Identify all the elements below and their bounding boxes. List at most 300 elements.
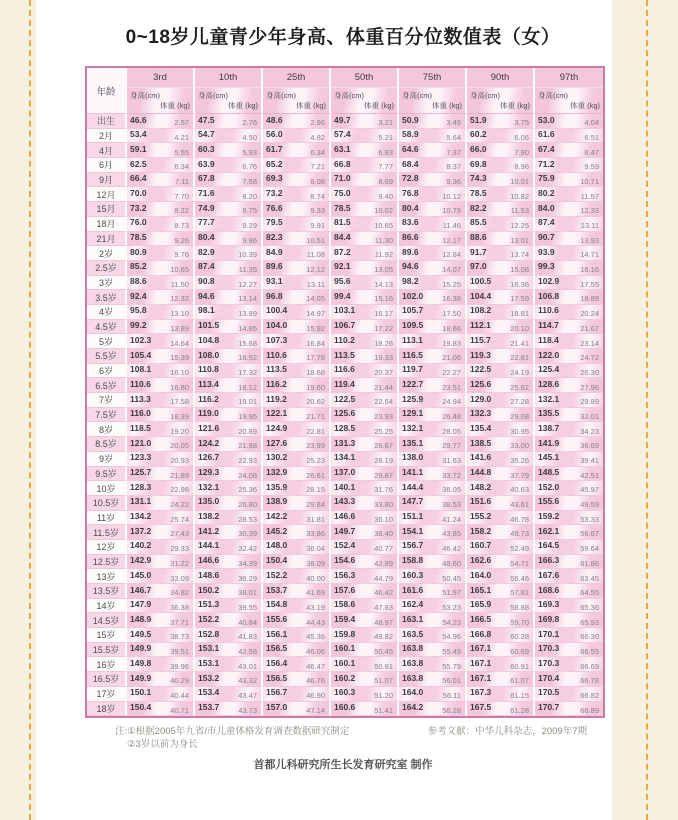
height-value: 102.0 (402, 290, 424, 301)
height-value: 89.6 (402, 246, 419, 257)
height-value: 76.0 (130, 217, 147, 228)
age-cell: 9.5岁 (87, 467, 127, 482)
height-value: 86.6 (402, 232, 419, 242)
value-cell (331, 187, 399, 202)
value-cell (399, 569, 467, 584)
weight-value: 4.21 (174, 132, 189, 142)
table-row (87, 437, 603, 452)
table-row (87, 232, 603, 247)
weight-value: 24.08 (238, 470, 257, 480)
value-cell (195, 334, 263, 349)
age-column-header: 年龄 (87, 68, 127, 114)
height-value: 170.1 (538, 628, 560, 639)
height-value: 153.7 (198, 702, 220, 712)
value-cell (535, 437, 603, 452)
table-row (87, 290, 603, 305)
weight-value: 25.74 (170, 514, 189, 524)
value-cell (399, 408, 467, 423)
value-cell (127, 467, 195, 482)
table-row (87, 628, 603, 643)
weight-value: 13.01 (510, 235, 529, 245)
value-cell (467, 452, 535, 467)
weight-value: 9.26 (174, 235, 189, 245)
value-cell (467, 378, 535, 393)
height-value: 163.8 (402, 657, 424, 668)
weight-value: 3.75 (514, 118, 529, 128)
height-value: 169.3 (538, 599, 560, 610)
height-value: 132.9 (266, 467, 288, 477)
weight-value: 38.53 (442, 500, 461, 510)
age-cell: 18岁 (87, 702, 127, 717)
height-value: 140.1 (334, 481, 356, 492)
height-value: 150.2 (198, 584, 220, 595)
height-value: 97.0 (470, 261, 487, 272)
weight-value: 2.57 (174, 118, 189, 128)
value-cell (467, 334, 535, 349)
weight-value: 20.89 (238, 426, 257, 436)
value-cell (399, 702, 467, 717)
height-value: 159.4 (334, 613, 356, 624)
height-value: 165.1 (470, 584, 492, 595)
weight-value: 6.06 (514, 132, 529, 142)
value-cell (263, 232, 331, 247)
weight-value: 38.01 (238, 588, 257, 598)
weight-value: 14.97 (306, 309, 325, 319)
height-value: 154.1 (402, 525, 424, 536)
value-cell (195, 261, 263, 276)
height-value: 95.6 (334, 276, 351, 287)
weight-value: 18.66 (442, 323, 461, 333)
growth-percentile-table (85, 66, 605, 718)
value-cell (195, 378, 263, 393)
weight-value: 2.76 (242, 118, 257, 128)
height-value: 69.8 (470, 158, 487, 169)
weight-value: 33.80 (374, 500, 393, 510)
percentile-header-90th: 90th (467, 68, 535, 88)
weight-value: 16.10 (170, 367, 189, 377)
weight-value: 54.96 (442, 632, 461, 642)
value-cell (263, 422, 331, 437)
footer-notes (85, 725, 601, 772)
measure-subheader (399, 88, 467, 114)
value-cell (399, 187, 467, 202)
value-cell (399, 334, 467, 349)
weight-value: 14.64 (170, 338, 189, 348)
value-cell (399, 378, 467, 393)
age-cell: 16岁 (87, 657, 127, 672)
weight-value: 48.60 (442, 558, 461, 568)
height-value: 169.8 (538, 613, 560, 624)
table-row (87, 702, 603, 717)
value-cell (195, 320, 263, 335)
weight-value: 21.06 (442, 353, 461, 363)
height-value: 156.7 (402, 540, 424, 551)
weight-value: 10.71 (580, 176, 599, 186)
value-cell (331, 173, 399, 188)
value-cell (399, 613, 467, 628)
value-cell (467, 584, 535, 599)
weight-value: 39.96 (170, 661, 189, 671)
value-cell (127, 628, 195, 643)
value-cell (195, 364, 263, 379)
value-cell (399, 143, 467, 158)
height-value: 113.3 (130, 393, 151, 404)
height-value: 96.8 (266, 290, 283, 301)
table-row (87, 378, 603, 393)
height-value: 163.8 (402, 672, 424, 683)
height-value: 67.4 (538, 143, 555, 154)
height-value: 170.3 (538, 657, 560, 668)
value-cell (263, 657, 331, 672)
value-cell (263, 290, 331, 305)
weight-value: 25.36 (238, 485, 257, 495)
weight-value: 56.11 (442, 691, 461, 700)
value-cell (535, 378, 603, 393)
value-cell (467, 702, 535, 717)
value-cell (399, 217, 467, 232)
value-cell (127, 129, 195, 144)
height-value: 128.5 (334, 422, 356, 433)
height-value: 160.1 (334, 643, 356, 654)
height-value: 110.6 (266, 349, 287, 360)
height-value: 158.6 (334, 599, 356, 610)
weight-value: 24.22 (170, 500, 189, 510)
value-cell (535, 334, 603, 349)
weight-value: 49.73 (510, 529, 529, 539)
weight-value: 19.95 (238, 411, 257, 421)
height-value: 109.5 (402, 320, 424, 331)
height-value: 88.6 (130, 276, 147, 287)
weight-value: 6.34 (310, 147, 325, 157)
height-value: 154.8 (266, 599, 288, 610)
height-value: 164.5 (538, 540, 560, 551)
value-cell (195, 584, 263, 599)
weight-value: 20.24 (580, 309, 599, 319)
weight-value: 6.51 (584, 132, 599, 142)
weight-value: 21.88 (238, 441, 257, 451)
weight-value: 9.33 (310, 206, 325, 216)
height-value: 156.7 (266, 687, 288, 698)
weight-value: 17.22 (374, 323, 393, 333)
height-value: 105.4 (130, 349, 152, 360)
weight-value: 10.51 (306, 235, 325, 245)
table-row (87, 305, 603, 320)
value-cell (127, 555, 195, 570)
height-value: 126.7 (198, 452, 220, 463)
height-value: 125.6 (334, 408, 356, 419)
height-value: 112.1 (470, 320, 491, 331)
weight-value: 36.38 (170, 602, 189, 612)
value-cell (195, 143, 263, 158)
percentile-header-50th: 50th (331, 68, 399, 88)
value-cell (399, 628, 467, 643)
weight-value: 19.01 (238, 397, 257, 407)
weight-value: 37.79 (510, 470, 529, 480)
height-value: 110.6 (130, 378, 151, 389)
value-cell (467, 158, 535, 173)
weight-value: 19.33 (374, 353, 393, 363)
height-value: 146.6 (334, 511, 356, 522)
value-cell (263, 613, 331, 628)
weight-value: 46.47 (306, 661, 325, 671)
value-cell (195, 276, 263, 291)
height-value: 78.5 (470, 187, 487, 198)
height-label: 身高(cm) (198, 91, 228, 100)
height-value: 61.7 (266, 143, 283, 154)
height-value: 170.7 (538, 702, 560, 712)
value-cell (535, 232, 603, 247)
value-cell (467, 555, 535, 570)
value-cell (535, 657, 603, 672)
age-cell: 10.5岁 (87, 496, 127, 511)
value-cell (535, 202, 603, 217)
value-cell (535, 540, 603, 555)
height-value: 131.3 (334, 437, 356, 448)
height-value: 98.2 (402, 276, 419, 287)
weight-value: 15.08 (510, 265, 529, 275)
height-value: 160.2 (334, 672, 356, 683)
value-cell (535, 452, 603, 467)
value-cell (399, 496, 467, 511)
value-cell (331, 599, 399, 614)
weight-value: 18.12 (238, 382, 257, 392)
weight-value: 24.19 (510, 367, 529, 377)
height-value: 119.2 (266, 393, 287, 404)
weight-value: 14.13 (374, 279, 393, 289)
height-value: 107.3 (266, 334, 288, 345)
height-value: 71.6 (198, 187, 215, 198)
weight-value: 6.83 (378, 147, 393, 157)
weight-value: 42.51 (580, 470, 599, 480)
height-value: 68.4 (402, 158, 419, 169)
weight-value: 15.92 (306, 323, 325, 333)
weight-value: 16.52 (238, 353, 257, 363)
age-cell: 9岁 (87, 452, 127, 467)
value-cell (195, 481, 263, 496)
weight-value: 28.05 (442, 426, 461, 436)
weight-value: 16.84 (306, 338, 325, 348)
value-cell (263, 452, 331, 467)
height-value: 116.5 (402, 349, 423, 360)
weight-value: 36.69 (580, 441, 599, 451)
value-cell (127, 158, 195, 173)
weight-value: 5.64 (446, 132, 461, 142)
table-row (87, 261, 603, 276)
weight-value: 10.65 (170, 265, 189, 275)
weight-value: 57.81 (510, 588, 529, 598)
value-cell (399, 467, 467, 482)
value-cell (263, 276, 331, 291)
weight-value: 28.15 (306, 485, 325, 495)
weight-value: 20.05 (170, 441, 189, 451)
weight-value: 23.51 (442, 382, 461, 392)
height-value: 116.2 (198, 393, 219, 404)
decorative-dashed-line-left (29, 0, 31, 820)
weight-value: 29.89 (580, 397, 599, 407)
height-value: 87.4 (198, 261, 215, 272)
value-cell (263, 628, 331, 643)
table-row (87, 408, 603, 423)
value-cell (331, 437, 399, 452)
weight-value: 40.77 (374, 544, 393, 554)
table-row (87, 540, 603, 555)
value-cell (127, 672, 195, 687)
height-value: 87.4 (538, 217, 555, 228)
table-row (87, 555, 603, 570)
height-value: 119.4 (334, 378, 355, 389)
value-cell (399, 540, 467, 555)
weight-value: 47.83 (374, 602, 393, 612)
value-cell (195, 246, 263, 261)
height-value: 47.5 (198, 114, 215, 125)
weight-value: 16.36 (510, 279, 529, 289)
height-value: 93.9 (538, 246, 555, 257)
weight-value: 40.71 (170, 705, 189, 715)
value-cell (535, 628, 603, 643)
value-cell (535, 276, 603, 291)
weight-value: 40.29 (170, 676, 189, 686)
height-value: 113.5 (334, 349, 355, 360)
value-cell (331, 378, 399, 393)
weight-value: 29.87 (374, 470, 393, 480)
height-value: 155.6 (266, 613, 288, 624)
weight-value: 26.61 (306, 470, 325, 480)
value-cell (263, 349, 331, 364)
height-label: 身高(cm) (266, 91, 296, 100)
weight-value: 15.16 (374, 294, 393, 304)
weight-value: 40.00 (306, 573, 325, 583)
height-value: 138.9 (266, 496, 288, 507)
value-cell (331, 525, 399, 540)
weight-value: 11.57 (580, 191, 599, 201)
value-cell (263, 114, 331, 129)
weight-value: 66.30 (580, 632, 599, 642)
weight-value: 29.33 (170, 544, 189, 554)
weight-value: 59.64 (580, 544, 599, 554)
weight-value: 46.76 (306, 676, 325, 686)
height-value: 135.9 (266, 481, 288, 492)
value-cell (127, 525, 195, 540)
value-cell (195, 555, 263, 570)
height-value: 92.4 (130, 290, 147, 301)
value-cell (467, 364, 535, 379)
weight-value: 31.81 (306, 514, 325, 524)
weight-value: 21.71 (306, 411, 325, 421)
weight-value: 56.28 (442, 705, 461, 715)
value-cell (467, 511, 535, 526)
value-cell (467, 349, 535, 364)
value-cell (535, 511, 603, 526)
table-row (87, 643, 603, 658)
height-value: 74.3 (470, 173, 487, 184)
height-value: 158.8 (402, 555, 424, 566)
value-cell (263, 511, 331, 526)
weight-value: 8.73 (174, 221, 189, 230)
weight-value: 61.15 (510, 691, 529, 700)
height-value: 113.4 (198, 378, 219, 389)
weight-value: 4.04 (584, 118, 599, 128)
height-value: 170.3 (538, 643, 560, 654)
height-value: 166.5 (470, 613, 492, 624)
value-cell (127, 496, 195, 511)
age-cell: 18月 (87, 217, 127, 232)
weight-label: 体重 (kg) (228, 101, 258, 110)
height-value: 73.2 (266, 187, 283, 198)
value-cell (399, 555, 467, 570)
height-value: 162.4 (402, 599, 424, 610)
weight-value: 66.78 (580, 676, 599, 686)
height-value: 122.5 (470, 364, 492, 375)
weight-value: 16.38 (442, 294, 461, 304)
height-value: 66.4 (130, 173, 147, 184)
table-row (87, 364, 603, 379)
height-value: 110.8 (198, 364, 219, 375)
value-cell (399, 525, 467, 540)
weight-value: 18.81 (510, 309, 529, 319)
value-cell (399, 261, 467, 276)
measure-subheader (535, 88, 603, 114)
weight-value: 3.21 (378, 118, 393, 128)
height-value: 90.8 (198, 276, 215, 287)
weight-value: 46.90 (306, 691, 325, 700)
table-row (87, 422, 603, 437)
value-cell (399, 452, 467, 467)
height-value: 122.0 (538, 349, 560, 360)
height-value: 162.6 (470, 555, 492, 566)
value-cell (263, 173, 331, 188)
value-cell (535, 349, 603, 364)
height-value: 108.1 (130, 364, 152, 375)
height-value: 164.0 (470, 569, 492, 580)
height-value: 80.2 (538, 187, 555, 198)
value-cell (467, 393, 535, 408)
weight-value: 32.42 (238, 544, 257, 554)
weight-value: 7.37 (446, 147, 461, 157)
age-cell: 6.5岁 (87, 378, 127, 393)
height-label: 身高(cm) (470, 91, 500, 100)
weight-value: 13.05 (374, 265, 393, 275)
weight-value: 60.28 (510, 632, 529, 642)
weight-value: 8.20 (242, 191, 257, 201)
height-value: 143.3 (334, 496, 356, 507)
value-cell (263, 158, 331, 173)
weight-value: 22.93 (238, 456, 257, 465)
weight-value: 42.89 (374, 558, 393, 568)
weight-value: 43.47 (238, 691, 257, 700)
weight-value: 9.36 (446, 176, 461, 186)
height-value: 114.7 (538, 320, 559, 331)
value-cell (195, 217, 263, 232)
value-cell (467, 202, 535, 217)
value-cell (535, 422, 603, 437)
value-cell (195, 129, 263, 144)
value-cell (399, 173, 467, 188)
age-cell: 15.5岁 (87, 643, 127, 658)
value-cell (399, 511, 467, 526)
weight-value: 13.11 (580, 221, 599, 230)
height-value: 73.2 (130, 202, 147, 213)
height-value: 78.5 (334, 202, 351, 213)
value-cell (399, 320, 467, 335)
weight-value: 43.73 (238, 705, 257, 715)
value-cell (467, 643, 535, 658)
weight-value: 31.22 (170, 558, 189, 568)
height-value: 159.8 (334, 628, 356, 639)
weight-value: 39.41 (580, 456, 599, 465)
value-cell (195, 672, 263, 687)
weight-value: 28.19 (374, 456, 393, 465)
table-row (87, 393, 603, 408)
